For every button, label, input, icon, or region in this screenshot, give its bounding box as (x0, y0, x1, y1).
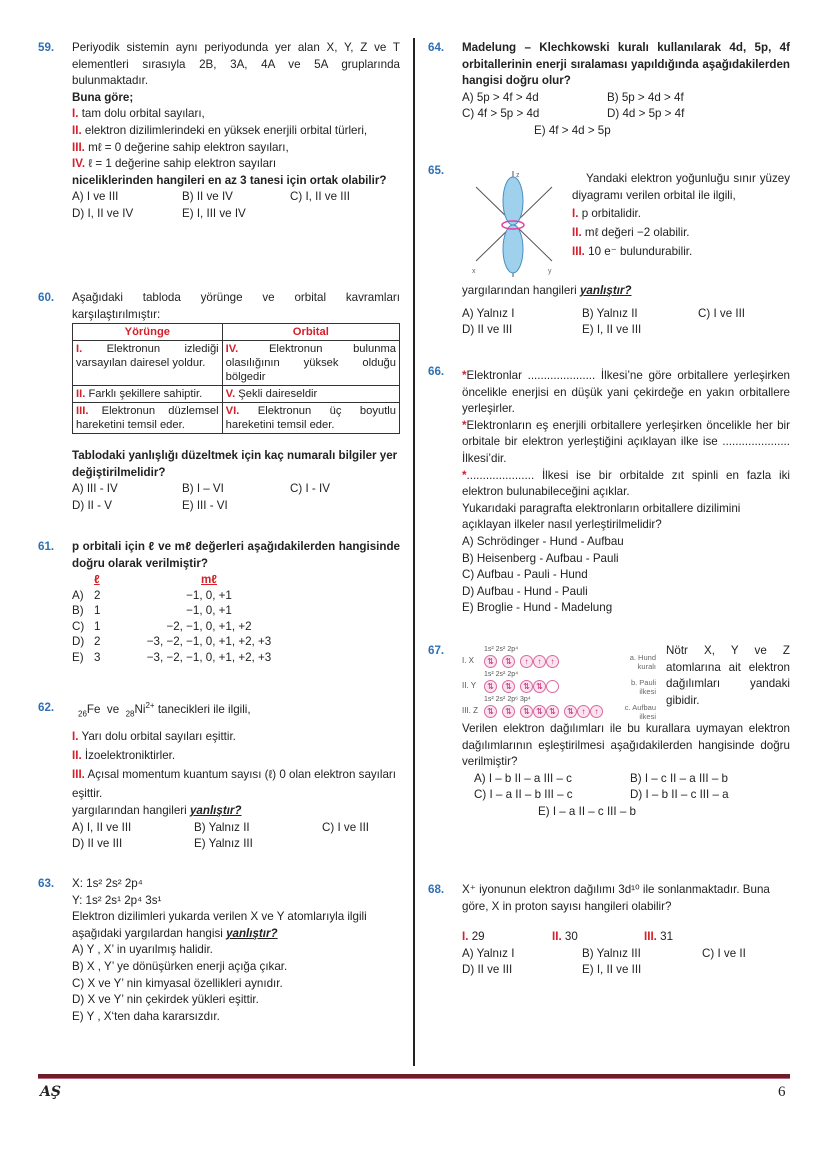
option[interactable]: C) 4f > 5p > 4d (462, 107, 540, 121)
question-stem: Nötr X, Y ve Z atomlarına ait elektron dağılımları yandaki gibidir. (666, 644, 790, 707)
question-60 (38, 290, 400, 515)
column-divider (413, 38, 415, 1066)
option[interactable]: B) Heisenberg - Aufbau - Pauli (462, 551, 619, 565)
option[interactable]: D) II ve III (462, 323, 513, 337)
question-text: niceliklerinden hangileri en az 3 tanesi için ortak olabilir? (72, 173, 387, 187)
question-text: Yukarıdaki paragrafta elektronların orbitallere dizilimini açıklayan ilkeler nasıl yerleştirilmelidir? (462, 501, 741, 532)
question-number: 68. (428, 883, 445, 896)
statement: I. tam dolu orbital sayıları, (72, 107, 205, 121)
p-orbital-diagram (468, 169, 558, 279)
axis-label-y: y (548, 268, 552, 275)
axis-label-z: z (516, 172, 520, 179)
question-text: Elektron dizilimleri yukarda verilen X ve Y atomlarıyla ilgili aşağıdaki yargılardan hangisi yanlıştır? (72, 910, 367, 940)
question-number: 66. (428, 365, 445, 378)
config-row-y: II. Y ⇅ ⇅ ⇅ ⇅ (462, 679, 612, 693)
config-label: 1s² 2s² 2p⁶ 3p⁴ (484, 696, 531, 703)
option[interactable]: E) III - VI (182, 498, 228, 512)
option[interactable]: E) 4f > 4d > 5p (534, 123, 611, 137)
option[interactable]: E) Y , X‘ten daha kararsızdır. (72, 1009, 220, 1023)
question-text: Tablodaki yanlışlığı düzeltmek için kaç numaralı bilgiler yer değiştirilmelidir? (72, 449, 398, 479)
comparison-table (72, 323, 400, 434)
option[interactable]: A) I ve III (72, 190, 119, 204)
option[interactable]: B) I – c II – a III – b (630, 771, 728, 785)
option[interactable]: A) 5p > 4f > 4d (462, 90, 539, 104)
question-67 (428, 643, 790, 821)
config-label: 1s² 2s² 2p⁴ (484, 671, 519, 678)
lead-text: Buna göre; (72, 90, 134, 104)
answer-options (462, 90, 790, 123)
question-stem: Aşağıdaki tabloda yörünge ve orbital kavramları karşılaştırılmıştır: (72, 291, 400, 321)
diagram-and-stem (462, 643, 790, 721)
option[interactable]: B) Yalnız II (194, 820, 250, 834)
option[interactable]: E) I, II ve III (582, 323, 642, 337)
option[interactable]: D) I – b II – c III – a (630, 788, 729, 802)
statements: I. 29 II. 30 III. 31 (462, 930, 674, 944)
option[interactable]: E) Broglie - Hund - Madelung (462, 601, 613, 615)
paragraph-3: *..................... İlkesi ise bir orbitalde zıt spinli en fazla iki elektron bulunabileceğini açıklar. (462, 468, 790, 499)
option[interactable]: D) II ve III (462, 963, 513, 977)
option[interactable]: B) Yalnız III (582, 946, 641, 960)
answer-options (72, 481, 400, 514)
page-number: 6 (778, 1084, 786, 1100)
statement: III. mℓ = 0 değerine sahip elektron sayıları, (72, 140, 289, 154)
config-y: Y: 1s² 2s¹ 2p⁴ 3s¹ (72, 893, 162, 907)
axis-label-x: x (472, 268, 476, 275)
question-stem: X⁺ iyonunun elektron dağılımı 3d¹⁰ ile sonlanmaktadır. Buna göre, X in proton sayısı hangileri olabilir? (462, 883, 770, 913)
question-65 (428, 163, 790, 339)
question-number: 62. (38, 701, 55, 714)
option[interactable]: B) I – VI (182, 482, 224, 496)
question-number: 60. (38, 291, 55, 304)
rule-labels: a. Hund kuralı b. Pauli ilkesi c. Aufbau ilkesi (624, 653, 656, 721)
table-row: III. Elektronun düzlemsel hareketini temsil eder. VI. Elektronun üç boyutlu hareketini temsil eder. (73, 403, 400, 434)
question-text: Verilen elektron dağılımları ile bu kurallara uymayan elektron dağılımlarının eşleştirilmesi aşağıdakilerden hangisinde doğru verilmiştir? (462, 722, 790, 769)
answer-options (72, 820, 400, 853)
question-number: 65. (428, 164, 445, 177)
question-text: p orbitali için ℓ ve mℓ değerleri aşağıdakilerden hangisinde doğru olarak verilmiştir? (72, 540, 400, 570)
question-66 (428, 364, 790, 617)
config-row-z: III. Z ⇅ ⇅ ⇅ ⇅ ⇅ ⇅ ↑ ↑ (462, 704, 612, 718)
option[interactable]: C) I ve III (698, 306, 746, 320)
question-68 (428, 882, 790, 979)
option[interactable]: D) 4d > 5p > 4f (607, 107, 685, 121)
option[interactable]: C) I ve III (322, 820, 370, 834)
option[interactable]: A) Yalnız I (462, 946, 515, 960)
column-header: ℓ (94, 573, 100, 587)
option[interactable]: B) X , Y’ ye dönüşürken enerji açığa çıkar. (72, 959, 288, 973)
option[interactable]: C) X ve Y’ nin kimyasal özellikleri aynıdır. (72, 976, 283, 990)
answer-options: ℓ mℓ A) 2 −1, 0, +1 B) 1 −1, 0, +1 C) 1 −2, −1, 0, +1, +2 D) 2 −3, −2, −1, 0, +1, +2, +3 E) 3 −3, −2, −1, 0, +1, +2, +3 (72, 572, 400, 665)
config-x: X: 1s² 2s² 2p⁴ (72, 877, 143, 890)
option[interactable]: C) I – a II – b III – c (474, 788, 573, 802)
option[interactable]: C) Aufbau - Pauli - Hund (462, 568, 588, 582)
statement: IV. ℓ = 1 değerine sahip elektron sayıları (72, 157, 277, 171)
table-row: I. Elektronun izlediği varsayılan dairesel yoldur. IV. Elektronun bulunma olasılığının yüksek olduğu bölgedir (73, 341, 400, 386)
statement: III. 10 e⁻ bulundurabilir. (572, 245, 693, 259)
statement: II. İzoelektroniktirler. (72, 749, 176, 762)
option[interactable]: A) III - IV (72, 482, 118, 496)
question-61 (38, 539, 400, 665)
paragraph-1: *Elektronlar ..................... İlkesi’ne göre orbitallere yerleşirken öncelikle enerjisi en düşük yani çekirdeğe en yakın orbitallere yerleşirler. (462, 369, 790, 416)
option[interactable]: A) Y , X’ in uyarılmış halidir. (72, 943, 213, 957)
statement: III. Açısal momentum kuantum sayısı (ℓ) 0 olan elektron sayıları eşittir. (72, 768, 397, 800)
answer-options (72, 189, 400, 222)
statement: II. mℓ değeri −2 olabilir. (572, 226, 690, 240)
question-62 (38, 700, 400, 853)
question-number: 67. (428, 644, 445, 657)
table-header: Orbital (222, 324, 399, 341)
question-stem: Periyodik sistemin aynı periyodunda yer alan X, Y, Z ve T elementleri sırasıyla 2B, 3A, 4A ve 5A gruplarında bulunmaktadır. (72, 41, 400, 88)
option[interactable]: D) I, II ve IV (72, 206, 134, 220)
answer-options (474, 771, 790, 804)
table-header: Yörünge (73, 324, 223, 341)
option[interactable]: D) X ve Y’ nin çekirdek yükleri eşittir. (72, 993, 259, 1007)
statement: I. p orbitalidir. (572, 207, 641, 221)
question-text: yargılarından hangileri yanlıştır? (462, 284, 632, 297)
answer-options (462, 946, 790, 979)
question-number: 61. (38, 540, 55, 553)
question-stem: $_{26}$Fe ve $_{28}Ni^{2+}$ tanecikleri ile ilgili, (78, 701, 251, 719)
question-63 (38, 876, 400, 1025)
option[interactable]: A) Yalnız I (462, 306, 515, 320)
option[interactable]: E) Yalnız III (194, 837, 253, 851)
question-64 (428, 40, 790, 140)
orbital-diagram (462, 643, 612, 721)
statement: I. Yarı dolu orbital sayıları eşittir. (72, 730, 236, 743)
config-label: 1s² 2s² 2p⁴ (484, 646, 519, 653)
question-stem: Yandaki elektron yoğunluğu sınır yüzey diyagramı verilen orbital ile ilgili, (572, 172, 790, 202)
answer-options (462, 306, 790, 339)
option[interactable]: A) I, II ve III (72, 820, 132, 834)
statement: II. elektron dizilimlerindeki en yüksek enerjili orbital türleri, (72, 123, 368, 137)
question-59 (38, 40, 400, 223)
config-row-x: I. X ⇅ ⇅ ↑ ↑ ↑ (462, 654, 612, 668)
question-text: Madelung – Klechkowski kuralı kullanılarak 4d, 5p, 4f orbitallerinin enerji sıralaması yapıldığında aşağıdakilerden hangisi doğru olur? (462, 41, 790, 88)
question-number: 64. (428, 41, 445, 54)
paragraph-2: *Elektronların eş enerjili orbitallere yerleşirken öncelikle her bir orbitale bir elektron yerleştiğini açıklayan ilke ise ..................... İlkesi’dir. (462, 418, 790, 465)
statements (572, 169, 790, 279)
option[interactable]: E) I, II ve III (582, 963, 642, 977)
footer-rule (38, 1074, 790, 1079)
option[interactable]: C) I ve II (702, 946, 746, 960)
option[interactable]: E) I, III ve IV (182, 206, 246, 220)
author-logo: AŞ (40, 1084, 61, 1100)
option[interactable]: B) II ve IV (182, 190, 233, 204)
option[interactable]: D) Aufbau - Hund - Pauli (462, 584, 588, 598)
option[interactable]: D) II ve III (72, 837, 123, 851)
question-text: yargılarından hangileri yanlıştır? (72, 804, 242, 817)
option[interactable]: D) II - V (72, 498, 112, 512)
figure-and-statements (468, 163, 790, 279)
option[interactable]: A) Schrödinger - Hund - Aufbau (462, 534, 624, 548)
question-number: 63. (38, 877, 55, 890)
option[interactable]: B) 5p > 4d > 4f (607, 90, 684, 104)
option[interactable]: C) I, II ve III (290, 190, 350, 204)
option[interactable]: E) I – a II – c III – b (538, 804, 636, 818)
option[interactable]: C) I - IV (290, 482, 330, 496)
table-row: II. Farklı şekillere sahiptir. V. Şekli daireseldir (73, 386, 400, 403)
option[interactable]: B) Yalnız II (582, 306, 638, 320)
option[interactable]: A) I – b II – a III – c (474, 771, 572, 785)
question-number: 59. (38, 41, 55, 54)
column-header: mℓ (201, 573, 217, 587)
